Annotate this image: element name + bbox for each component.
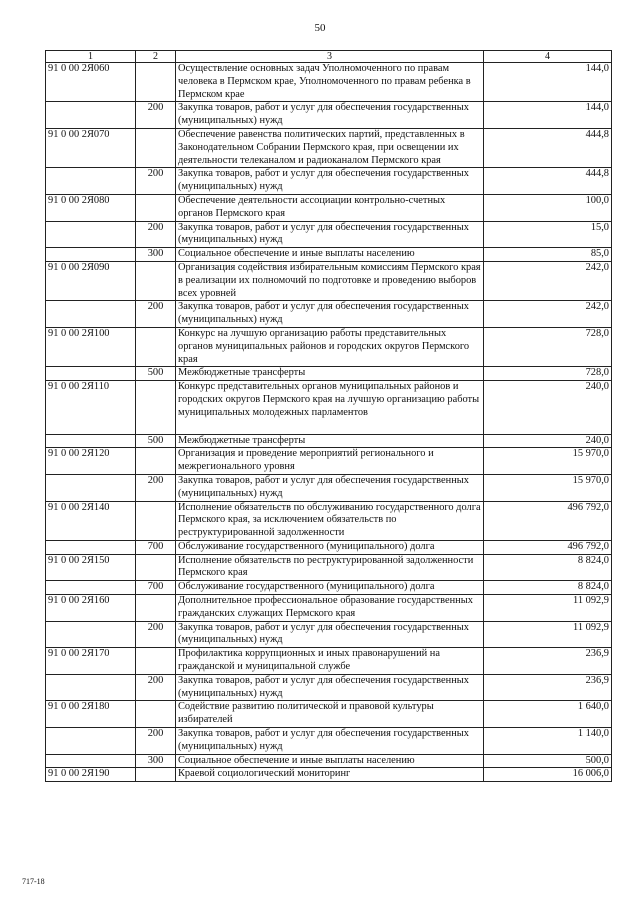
expense-type-cell — [136, 381, 176, 434]
code-cell — [46, 367, 136, 381]
amount-cell: 100,0 — [484, 194, 612, 221]
code-cell: 91 0 00 2Я060 — [46, 63, 136, 102]
table-row — [46, 168, 612, 195]
expense-type-cell — [136, 128, 176, 167]
description-cell: Закупка товаров, работ и услуг для обеспечения государственных (муниципальных) нужд — [176, 102, 484, 129]
amount-cell: 11 092,9 — [484, 595, 612, 622]
description-cell: Обеспечение деятельности ассоциации контрольно-счетных органов Пермского края — [176, 194, 484, 221]
code-cell — [46, 581, 136, 595]
description-cell: Обслуживание государственного (муниципального) долга — [176, 540, 484, 554]
code-cell: 91 0 00 2Я070 — [46, 128, 136, 167]
code-cell — [46, 102, 136, 129]
expense-type-cell — [136, 768, 176, 782]
expense-type-cell — [136, 448, 176, 475]
amount-cell: 15,0 — [484, 221, 612, 248]
table-row — [46, 768, 612, 782]
table-row — [46, 554, 612, 581]
table-row — [46, 221, 612, 248]
amount-cell: 8 824,0 — [484, 554, 612, 581]
column-header-4: 4 — [484, 51, 612, 63]
expense-type-cell: 200 — [136, 474, 176, 501]
code-cell: 91 0 00 2Я080 — [46, 194, 136, 221]
amount-cell: 16 006,0 — [484, 768, 612, 782]
amount-cell: 11 092,9 — [484, 621, 612, 648]
table-row — [46, 194, 612, 221]
code-cell: 91 0 00 2Я190 — [46, 768, 136, 782]
budget-table — [45, 50, 612, 782]
code-cell: 91 0 00 2Я160 — [46, 595, 136, 622]
expense-type-cell: 200 — [136, 728, 176, 755]
expense-type-cell — [136, 501, 176, 540]
description-cell: Исполнение обязательств по обслуживанию государственного долга Пермского края, за исключением обязательств по реструктурированной задолженности — [176, 501, 484, 540]
description-cell: Закупка товаров, работ и услуг для обеспечения государственных (муниципальных) нужд — [176, 168, 484, 195]
code-cell — [46, 621, 136, 648]
description-cell: Закупка товаров, работ и услуг для обеспечения государственных (муниципальных) нужд — [176, 674, 484, 701]
expense-type-cell — [136, 648, 176, 675]
code-cell: 91 0 00 2Я180 — [46, 701, 136, 728]
table-row — [46, 674, 612, 701]
amount-cell: 85,0 — [484, 248, 612, 262]
page-number: 50 — [314, 22, 326, 34]
description-cell: Организация содействия избирательным комиссиям Пермского края в реализации их полномочий по подготовке и проведению выборов всех уровней — [176, 261, 484, 300]
column-header-3: 3 — [176, 51, 484, 63]
amount-cell: 15 970,0 — [484, 474, 612, 501]
table-row — [46, 754, 612, 768]
table-row — [46, 595, 612, 622]
table-row — [46, 540, 612, 554]
expense-type-cell: 200 — [136, 102, 176, 129]
table-row — [46, 701, 612, 728]
description-cell: Осуществление основных задач Уполномоченного по правам человека в Пермском крае, Уполномоченного по правам ребенка в Пермском крае — [176, 63, 484, 102]
description-cell: Содействие развитию политической и правовой культуры избирателей — [176, 701, 484, 728]
description-cell: Закупка товаров, работ и услуг для обеспечения государственных (муниципальных) нужд — [176, 221, 484, 248]
amount-cell: 15 970,0 — [484, 448, 612, 475]
amount-cell: 1 140,0 — [484, 728, 612, 755]
expense-type-cell: 500 — [136, 434, 176, 448]
table-row — [46, 448, 612, 475]
description-cell: Закупка товаров, работ и услуг для обеспечения государственных (муниципальных) нужд — [176, 301, 484, 328]
expense-type-cell: 300 — [136, 754, 176, 768]
expense-type-cell — [136, 595, 176, 622]
expense-type-cell: 200 — [136, 621, 176, 648]
table-row — [46, 102, 612, 129]
expense-type-cell: 700 — [136, 540, 176, 554]
table-row — [46, 728, 612, 755]
amount-cell: 1 640,0 — [484, 701, 612, 728]
amount-cell: 8 824,0 — [484, 581, 612, 595]
expense-type-cell: 300 — [136, 248, 176, 262]
code-cell: 91 0 00 2Я090 — [46, 261, 136, 300]
code-cell: 91 0 00 2Я100 — [46, 327, 136, 366]
code-cell — [46, 248, 136, 262]
description-cell: Социальное обеспечение и иные выплаты населению — [176, 754, 484, 768]
description-cell: Исполнение обязательств по реструктурированной задолженности Пермского края — [176, 554, 484, 581]
amount-cell: 444,8 — [484, 128, 612, 167]
expense-type-cell: 500 — [136, 367, 176, 381]
table-row — [46, 327, 612, 366]
description-cell: Межбюджетные трансферты — [176, 367, 484, 381]
code-cell — [46, 474, 136, 501]
table-row — [46, 381, 612, 434]
table-row — [46, 248, 612, 262]
footer-code: 717-18 — [22, 877, 45, 886]
description-cell: Социальное обеспечение и иные выплаты населению — [176, 248, 484, 262]
expense-type-cell: 700 — [136, 581, 176, 595]
amount-cell: 236,9 — [484, 648, 612, 675]
code-cell — [46, 728, 136, 755]
description-cell: Закупка товаров, работ и услуг для обеспечения государственных (муниципальных) нужд — [176, 621, 484, 648]
code-cell — [46, 221, 136, 248]
table-row — [46, 648, 612, 675]
description-cell: Краевой социологический мониторинг — [176, 768, 484, 782]
amount-cell: 496 792,0 — [484, 501, 612, 540]
amount-cell: 444,8 — [484, 168, 612, 195]
amount-cell: 728,0 — [484, 327, 612, 366]
amount-cell: 242,0 — [484, 301, 612, 328]
expense-type-cell: 200 — [136, 221, 176, 248]
code-cell: 91 0 00 2Я150 — [46, 554, 136, 581]
table-body — [46, 63, 612, 782]
table-header-row — [46, 51, 612, 63]
description-cell: Закупка товаров, работ и услуг для обеспечения государственных (муниципальных) нужд — [176, 728, 484, 755]
table-row — [46, 301, 612, 328]
table-row — [46, 128, 612, 167]
table-row — [46, 434, 612, 448]
table-row — [46, 261, 612, 300]
expense-type-cell: 200 — [136, 674, 176, 701]
amount-cell: 144,0 — [484, 102, 612, 129]
description-cell: Профилактика коррупционных и иных правонарушений на гражданской и муниципальной службе — [176, 648, 484, 675]
amount-cell: 240,0 — [484, 434, 612, 448]
table-row — [46, 63, 612, 102]
description-cell: Дополнительное профессиональное образование государственных гражданских служащих Пермского края — [176, 595, 484, 622]
code-cell — [46, 168, 136, 195]
code-cell — [46, 674, 136, 701]
column-header-1: 1 — [46, 51, 136, 63]
code-cell: 91 0 00 2Я140 — [46, 501, 136, 540]
amount-cell: 240,0 — [484, 381, 612, 434]
expense-type-cell — [136, 701, 176, 728]
code-cell: 91 0 00 2Я170 — [46, 648, 136, 675]
expense-type-cell: 200 — [136, 168, 176, 195]
code-cell: 91 0 00 2Я110 — [46, 381, 136, 434]
description-cell: Обслуживание государственного (муниципального) долга — [176, 581, 484, 595]
table-row — [46, 367, 612, 381]
code-cell — [46, 434, 136, 448]
expense-type-cell: 200 — [136, 301, 176, 328]
expense-type-cell — [136, 327, 176, 366]
description-cell: Закупка товаров, работ и услуг для обеспечения государственных (муниципальных) нужд — [176, 474, 484, 501]
table-row — [46, 581, 612, 595]
description-cell: Организация и проведение мероприятий регионального и межрегионального уровня — [176, 448, 484, 475]
amount-cell: 242,0 — [484, 261, 612, 300]
amount-cell: 500,0 — [484, 754, 612, 768]
table-row — [46, 474, 612, 501]
description-cell: Конкурс на лучшую организацию работы представительных органов муниципальных районов и городских округов Пермского края — [176, 327, 484, 366]
code-cell — [46, 301, 136, 328]
table-row — [46, 621, 612, 648]
code-cell — [46, 754, 136, 768]
amount-cell: 236,9 — [484, 674, 612, 701]
code-cell: 91 0 00 2Я120 — [46, 448, 136, 475]
description-cell: Обеспечение равенства политических партий, представленных в Законодательном Собрании Пермского края, при освещении их деятельности телеканалом и радиоканалом Пермского края — [176, 128, 484, 167]
amount-cell: 144,0 — [484, 63, 612, 102]
code-cell — [46, 540, 136, 554]
expense-type-cell — [136, 63, 176, 102]
amount-cell: 728,0 — [484, 367, 612, 381]
description-cell: Конкурс представительных органов муниципальных районов и городских округов Пермского края на лучшую организацию работы муниципальных молодежных парламентов — [176, 381, 484, 434]
table-row — [46, 501, 612, 540]
expense-type-cell — [136, 194, 176, 221]
column-header-2: 2 — [136, 51, 176, 63]
description-cell: Межбюджетные трансферты — [176, 434, 484, 448]
expense-type-cell — [136, 554, 176, 581]
expense-type-cell — [136, 261, 176, 300]
amount-cell: 496 792,0 — [484, 540, 612, 554]
